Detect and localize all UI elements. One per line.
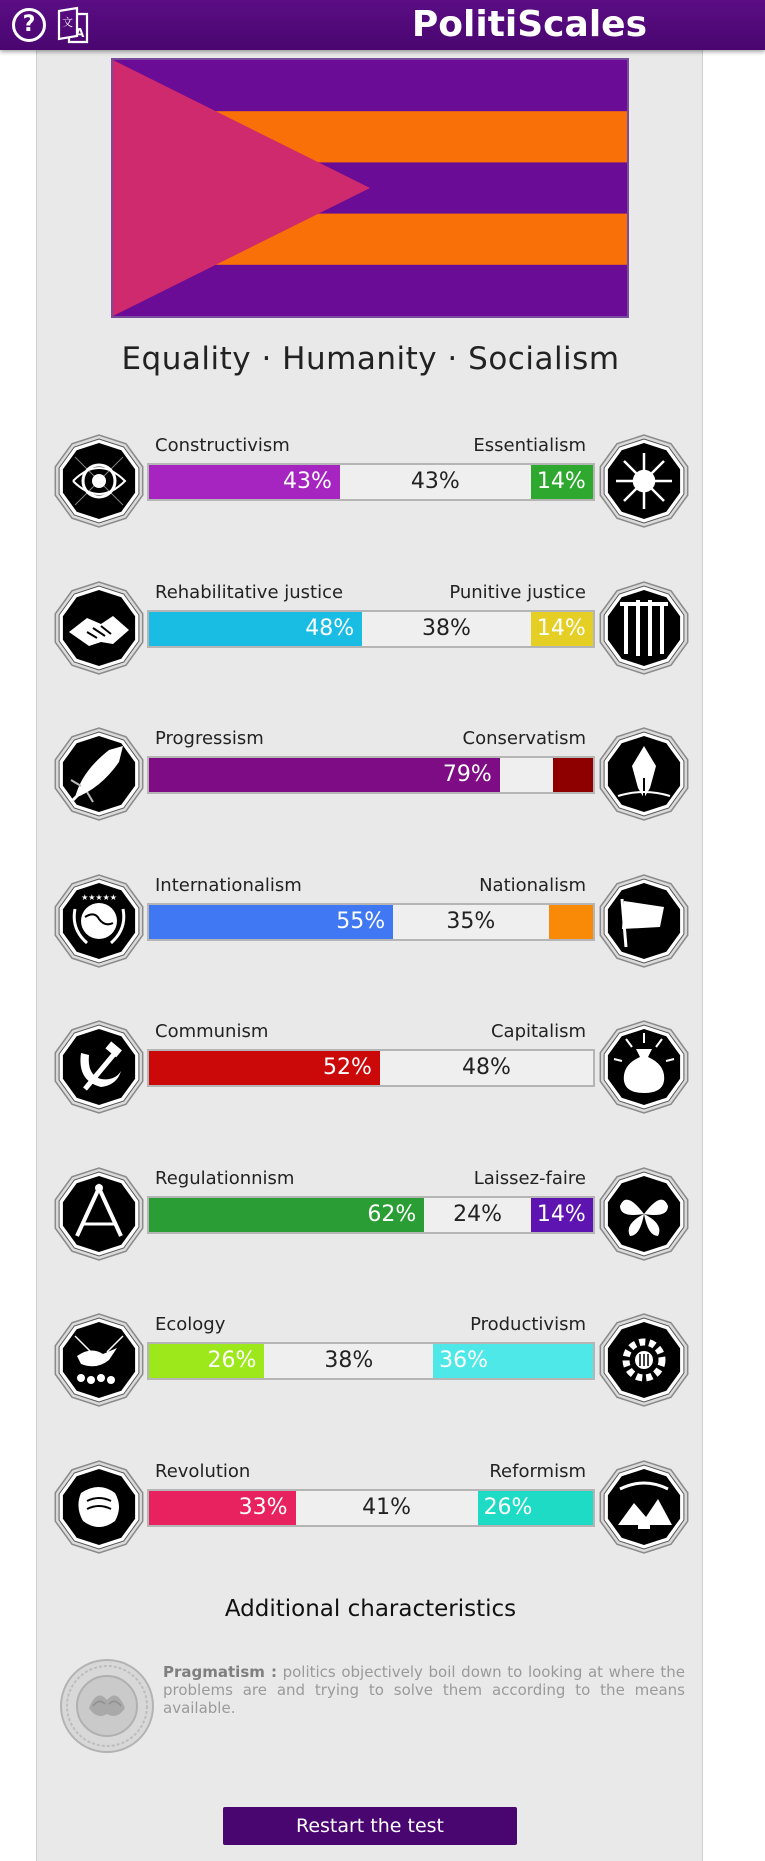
site-title[interactable]: PolitiScales bbox=[411, 4, 647, 45]
axis-right-label: Laissez-faire bbox=[473, 1167, 586, 1189]
axis-neutral-percent: 43% bbox=[410, 469, 460, 494]
money-bag-icon bbox=[596, 1019, 692, 1115]
axis-neutral-percent bbox=[500, 758, 553, 792]
axis-left-percent: 26% bbox=[207, 1348, 257, 1373]
characteristic-description bbox=[163, 1663, 685, 1717]
svg-text:文: 文 bbox=[62, 16, 73, 29]
axis-right-percent: 14% bbox=[536, 469, 586, 494]
axis-right-label: Productivism bbox=[470, 1314, 586, 1335]
app-header bbox=[0, 0, 765, 50]
axis-left-percent: 62% bbox=[367, 1201, 417, 1227]
axis-bar bbox=[147, 1489, 595, 1527]
axis-bar bbox=[147, 756, 595, 794]
characteristic-name: Pragmatism : bbox=[163, 1663, 277, 1681]
pragmatism-seal-icon bbox=[59, 1658, 155, 1754]
dna-flower-icon bbox=[596, 433, 692, 529]
axis-left-percent: 43% bbox=[283, 469, 332, 494]
results-panel bbox=[36, 50, 703, 1861]
axis-row bbox=[37, 873, 704, 973]
axis-left-percent: 55% bbox=[336, 908, 386, 934]
axis-row bbox=[37, 726, 704, 826]
axis-row bbox=[37, 433, 704, 533]
axis-left-label: Rehabilitative justice bbox=[155, 581, 344, 603]
bird-nature-icon bbox=[51, 1312, 147, 1408]
axis-left-label: Communism bbox=[155, 1021, 269, 1042]
axis-bar bbox=[147, 903, 595, 941]
fountain-pen-icon bbox=[596, 726, 692, 822]
svg-text:A: A bbox=[75, 26, 85, 40]
axis-right-label: Conservatism bbox=[462, 728, 586, 749]
flag-graphic bbox=[113, 60, 627, 316]
language-button[interactable] bbox=[56, 6, 90, 44]
axis-neutral-percent: 24% bbox=[453, 1201, 502, 1227]
ruler-compass-icon bbox=[51, 1166, 147, 1262]
axis-right-label: Capitalism bbox=[490, 1021, 586, 1042]
axis-right-percent: 26% bbox=[483, 1494, 533, 1520]
axis-row bbox=[37, 580, 704, 680]
axis-left-label: Regulationnism bbox=[155, 1167, 295, 1189]
axis-bar bbox=[147, 1049, 595, 1087]
rocket-icon bbox=[51, 726, 147, 822]
axis-row bbox=[37, 1166, 704, 1266]
axis-left-percent: 48% bbox=[305, 615, 355, 641]
flag-icon bbox=[596, 873, 692, 969]
svg-text:★★★★★: ★★★★★ bbox=[81, 892, 117, 902]
axis-neutral-percent: 38% bbox=[324, 1348, 374, 1373]
axis-right-percent: 36% bbox=[439, 1348, 489, 1373]
axis-bar bbox=[147, 1342, 595, 1380]
axis-bar bbox=[147, 463, 595, 501]
axis-bar bbox=[147, 610, 595, 648]
slogan: Equality · Humanity · Socialism bbox=[121, 341, 620, 377]
fist-icon bbox=[51, 1459, 147, 1555]
axis-right-percent bbox=[587, 1051, 593, 1085]
ideology-flag bbox=[111, 58, 629, 318]
handshake-icon bbox=[51, 580, 147, 676]
axis-right-label: Punitive justice bbox=[449, 581, 586, 603]
axis-row bbox=[37, 1019, 704, 1119]
prison-bars-icon bbox=[596, 580, 692, 676]
restart-button[interactable]: Restart the test bbox=[223, 1807, 517, 1845]
question-circle-icon: ? bbox=[22, 12, 36, 37]
axis-left-percent: 79% bbox=[442, 762, 492, 787]
translate-icon bbox=[56, 6, 90, 44]
ballot-landscape-icon bbox=[596, 1459, 692, 1555]
gear-factory-icon bbox=[596, 1312, 692, 1408]
axis-right-label: Nationalism bbox=[479, 874, 586, 896]
axis-left-label: Ecology bbox=[155, 1314, 226, 1335]
axis-right-percent bbox=[553, 758, 593, 792]
axis-left-label: Constructivism bbox=[155, 435, 290, 456]
axis-neutral-percent: 48% bbox=[461, 1055, 511, 1080]
help-button[interactable] bbox=[12, 8, 46, 42]
characteristic-text: politics objectively boil down to looking at where the problems are and trying to solve them according to the means available. bbox=[163, 1663, 685, 1717]
axis-left-percent: 33% bbox=[238, 1494, 288, 1520]
axis-right-label: Reformism bbox=[489, 1460, 586, 1482]
butterflies-icon bbox=[596, 1166, 692, 1262]
axis-neutral-percent: 38% bbox=[422, 615, 471, 641]
axis-left-percent: 52% bbox=[322, 1055, 372, 1080]
globe-wreath-icon bbox=[51, 873, 147, 969]
axis-right-percent bbox=[549, 905, 593, 939]
additional-title: Additional characteristics bbox=[224, 1596, 517, 1622]
hammer-sickle-icon bbox=[51, 1019, 147, 1115]
eye-icon bbox=[51, 433, 147, 529]
axis-left-label: Progressism bbox=[155, 728, 264, 749]
axis-neutral-percent: 35% bbox=[446, 908, 496, 934]
axis-right-label: Essentialism bbox=[473, 435, 586, 456]
axis-left-label: Revolution bbox=[155, 1460, 251, 1482]
axis-neutral-percent: 41% bbox=[362, 1494, 411, 1520]
axis-right-percent: 14% bbox=[536, 615, 586, 641]
axis-bar bbox=[147, 1196, 595, 1234]
axis-row bbox=[37, 1459, 704, 1559]
axis-left-label: Internationalism bbox=[155, 874, 302, 896]
axis-row bbox=[37, 1312, 704, 1412]
axis-right-percent: 14% bbox=[536, 1201, 586, 1227]
